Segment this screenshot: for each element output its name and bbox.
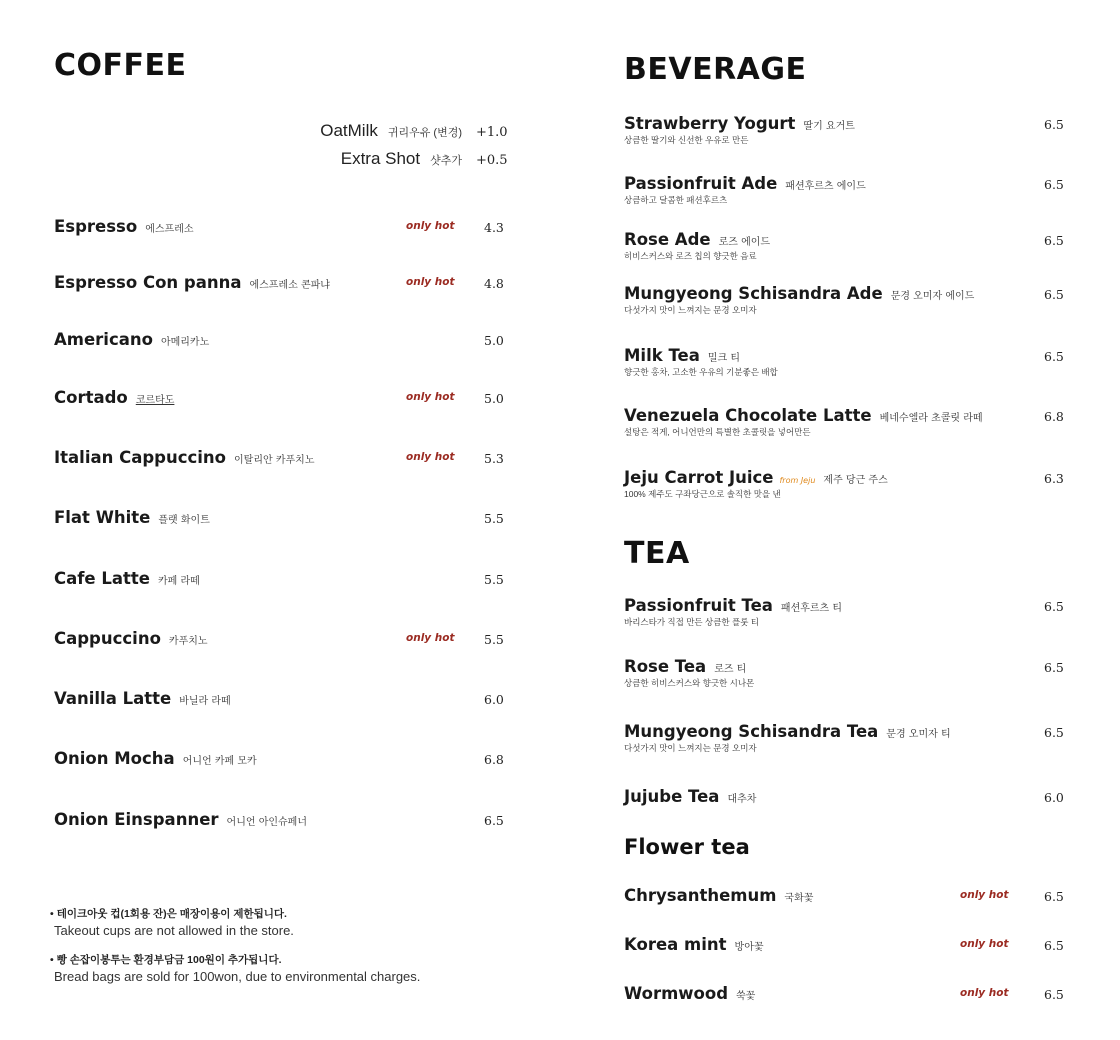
item-name: Mungyeong Schisandra Tea 문경 오미자 티: [624, 722, 951, 741]
item-name: Italian Cappuccino 이탈리안 카푸치노: [54, 448, 315, 467]
item-price: 6.5: [484, 813, 504, 828]
item-kr: 로즈 에이드: [718, 237, 771, 248]
item-name: Cappuccino 카푸치노: [54, 629, 208, 648]
item-kr: 에스프레소 콘파냐: [249, 280, 330, 291]
item-name: Cortado 코르타도: [54, 388, 175, 407]
menu-item-korea-mint: [624, 935, 1074, 963]
menu-item-jeju-carrot-juice: [624, 468, 1074, 499]
item-kr: 패션후르츠 티: [780, 603, 843, 614]
item-description: 바리스타가 직접 만든 상큼한 플룻 티: [624, 617, 759, 627]
item-price: 6.5: [1044, 938, 1064, 953]
only-hot-badge: only hot: [406, 276, 455, 288]
item-kr: 카푸치노: [168, 636, 208, 647]
only-hot-badge: only hot: [406, 220, 455, 232]
item-price: 6.5: [1044, 660, 1064, 675]
item-price: 5.3: [484, 451, 504, 466]
option-row: [54, 149, 506, 173]
item-name: Mungyeong Schisandra Ade 문경 오미자 에이드: [624, 284, 975, 303]
item-price: 6.5: [1044, 287, 1064, 302]
menu-item-mungyeong-schisandra-ade: [624, 284, 1074, 315]
item-kr: 어니언 아인슈페너: [226, 817, 307, 828]
item-name: Cafe Latte 카페 라떼: [54, 569, 200, 588]
item-price: 6.5: [1044, 725, 1064, 740]
origin-badge: from Jeju: [779, 476, 816, 485]
menu-item-espresso: [54, 217, 514, 245]
only-hot-badge: only hot: [406, 451, 455, 463]
menu-item-wormwood: [624, 984, 1074, 1012]
item-kr: 딸기 요거트: [803, 121, 855, 132]
menu-item-espresso-con-panna: [54, 273, 514, 301]
option-price: +0.5: [476, 153, 508, 168]
item-kr: 패션후르츠 에이드: [785, 181, 866, 192]
note-takeout-cups: [50, 906, 590, 938]
item-description: 상큼한 딸기와 신선한 우유로 만든: [624, 135, 749, 145]
option-kr: 샷추가: [430, 155, 462, 167]
item-price: 6.8: [484, 752, 504, 767]
item-name: Strawberry Yogurt 딸기 요거트: [624, 114, 855, 133]
only-hot-badge: only hot: [960, 987, 1009, 999]
item-price: 6.5: [1044, 987, 1064, 1002]
menu-item-vanilla-latte: [54, 689, 514, 717]
item-kr: 대추차: [727, 794, 757, 805]
store-notes: [50, 906, 590, 998]
item-description: 다섯가지 맛이 느껴지는 문경 오미자: [624, 305, 757, 315]
note-bread-bags: [50, 952, 590, 984]
item-name: Vanilla Latte 바닐라 라떼: [54, 689, 231, 708]
menu-item-jujube-tea: [624, 787, 1074, 815]
item-kr: 밀크 티: [707, 353, 741, 364]
item-kr: 쑥꽃: [736, 991, 756, 1002]
menu-item-onion-mocha: [54, 749, 514, 777]
item-name: Onion Mocha 어니언 카페 모카: [54, 749, 257, 768]
menu-item-italian-cappuccino: [54, 448, 514, 476]
menu-item-americano: [54, 330, 514, 358]
item-name: Jujube Tea 대추차: [624, 787, 757, 806]
item-description: 상큼한 히비스커스와 향긋한 시나몬: [624, 678, 755, 688]
menu-item-chrysanthemum: [624, 886, 1074, 914]
menu-item-milk-tea: [624, 346, 1074, 377]
option-name: OatMilk: [320, 121, 378, 140]
item-kr: 플랫 화이트: [158, 515, 210, 526]
menu-item-onion-einspanner: [54, 810, 514, 838]
item-name: Korea mint 방아꽃: [624, 935, 764, 954]
item-kr: 제주 당근 주스: [823, 475, 888, 486]
item-name: Chrysanthemum 국화꽃: [624, 886, 814, 905]
item-name: Onion Einspanner 어니언 아인슈페너: [54, 810, 307, 829]
item-description: 100% 제주도 구좌당근으로 솔직한 맛을 낸: [624, 489, 781, 499]
item-price: 4.3: [484, 220, 504, 235]
item-kr: 아메리카노: [160, 337, 210, 348]
note-kr: 테이크아웃 컵(1회용 잔)은 매장이용이 제한됩니다.: [56, 908, 287, 920]
item-description: 향긋한 홍차, 고소한 우유의 기분좋은 배합: [624, 367, 778, 377]
item-price: 5.0: [484, 333, 504, 348]
item-description: 히비스커스와 로즈 칩의 향긋한 음료: [624, 251, 757, 261]
only-hot-badge: only hot: [960, 938, 1009, 950]
beverage-title: BEVERAGE: [624, 52, 807, 87]
item-price: 5.5: [484, 632, 504, 647]
item-kr: 코르타도: [135, 395, 175, 406]
coffee-title: COFFEE: [54, 48, 187, 83]
item-kr: 로즈 티: [714, 664, 747, 675]
item-price: 6.5: [1044, 177, 1064, 192]
option-price: +1.0: [476, 125, 508, 140]
item-price: 6.3: [1044, 471, 1064, 486]
item-price: 6.8: [1044, 409, 1064, 424]
item-description: 설탕은 적게, 어니언만의 특별한 초콜릿을 넣어만든: [624, 427, 811, 437]
item-kr: 방아꽃: [734, 942, 764, 953]
item-kr: 어니언 카페 모카: [182, 756, 257, 767]
item-name: Passionfruit Tea 패션후르츠 티: [624, 596, 843, 615]
menu-item-rose-ade: [624, 230, 1074, 261]
only-hot-badge: only hot: [406, 632, 455, 644]
item-name: Rose Ade 로즈 에이드: [624, 230, 771, 249]
item-price: 6.5: [1044, 889, 1064, 904]
menu-item-cappuccino: [54, 629, 514, 657]
item-kr: 국화꽃: [784, 893, 814, 904]
item-kr: 에스프레소: [145, 224, 194, 235]
item-name: Passionfruit Ade 패션후르츠 에이드: [624, 174, 866, 193]
item-kr: 문경 오미자 에이드: [890, 291, 975, 302]
menu-item-passionfruit-ade: [624, 174, 1074, 205]
item-name: Flat White 플랫 화이트: [54, 508, 210, 527]
item-description: 다섯가지 맛이 느껴지는 문경 오미자: [624, 743, 757, 753]
menu-item-rose-tea: [624, 657, 1074, 688]
option-name: Extra Shot: [340, 149, 421, 168]
item-kr: 카페 라떼: [157, 576, 200, 587]
item-price: 6.5: [1044, 233, 1064, 248]
item-kr: 이탈리안 카푸치노: [234, 455, 315, 466]
bullet-icon: •: [50, 908, 54, 920]
menu-item-strawberry-yogurt: [624, 114, 1074, 145]
item-name: Americano 아메리카노: [54, 330, 210, 349]
item-kr: 문경 오미자 티: [886, 729, 951, 740]
note-en: Takeout cups are not allowed in the store.: [54, 923, 294, 938]
menu-item-flat-white: [54, 508, 514, 536]
item-name: Jeju Carrot Juice from Jeju 제주 당근 주스: [624, 468, 888, 487]
item-price: 5.0: [484, 391, 504, 406]
item-price: 6.5: [1044, 599, 1064, 614]
note-kr: 빵 손잡이봉투는 환경부담금 100원이 추가됩니다.: [56, 954, 282, 966]
menu-item-mungyeong-schisandra-tea: [624, 722, 1074, 753]
option-kr: 귀리우유 (변경): [387, 127, 462, 139]
flower-tea-title: Flower tea: [624, 835, 750, 859]
bullet-icon: •: [50, 954, 54, 966]
only-hot-badge: only hot: [960, 889, 1009, 901]
item-description: 상큼하고 달콤한 패션후르츠: [624, 195, 728, 205]
item-name: Milk Tea 밀크 티: [624, 346, 741, 365]
item-price: 6.5: [1044, 117, 1064, 132]
item-name: Wormwood 쑥꽃: [624, 984, 756, 1003]
menu-item-venezuela-chocolate-latte: [624, 406, 1074, 437]
item-kr: 베네수엘라 초콜릿 라떼: [879, 413, 983, 424]
only-hot-badge: only hot: [406, 391, 455, 403]
item-name: Espresso 에스프레소: [54, 217, 194, 236]
item-price: 6.5: [1044, 349, 1064, 364]
item-name: Venezuela Chocolate Latte 베네수엘라 초콜릿 라떼: [624, 406, 983, 425]
item-price: 6.0: [1044, 790, 1064, 805]
item-name: Espresso Con panna 에스프레소 콘파냐: [54, 273, 330, 292]
note-en: Bread bags are sold for 100won, due to environmental charges.: [54, 969, 421, 984]
menu-item-cafe-latte: [54, 569, 514, 597]
item-price: 5.5: [484, 572, 504, 587]
option-row: [54, 121, 506, 145]
item-price: 4.8: [484, 276, 504, 291]
tea-title: TEA: [624, 536, 690, 571]
menu-item-passionfruit-tea: [624, 596, 1074, 627]
item-name: Rose Tea 로즈 티: [624, 657, 747, 676]
item-price: 6.0: [484, 692, 504, 707]
item-price: 5.5: [484, 511, 504, 526]
menu-item-cortado: [54, 388, 514, 416]
item-kr: 바닐라 라떼: [179, 696, 231, 707]
